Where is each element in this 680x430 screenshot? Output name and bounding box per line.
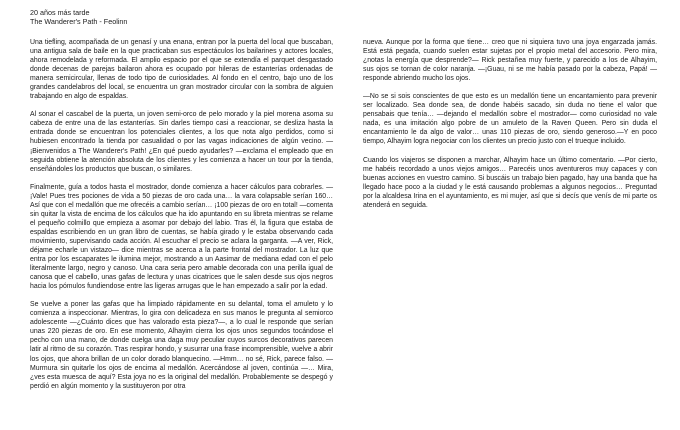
paragraph: Se vuelve a poner las gafas que ha limpiado rápidamente en su delantal, toma el amuleto y lo comienza a inspeccionar. Mientras, lo gira con delicadeza en sus manos le pregunta al semiorco adolescente —¿Cuánto dices que has valorado esta pieza?—, a lo cual le responde que serían unas 220 piezas de oro. En ese momento, Alhayim cierra los ojos unos segundos tocándose el pecho con una mano, de donde cuelga una daga muy peculiar cuyos surcos decorativos parecen latir al ritmo de su corazón. Tras respirar hondo, y susurrar una frase incomprensible, vuelve a abrir los ojos, que ahora brillan de un color dorado blanquecino. —Hmm… no sé, Rick, parece falso. —Murmura sin quitarle los ojos de encima al medallón. Acercándose al joven, continúa —… Mira, ¿ves esta muesca de aquí? Esta joya no es la original del medallón. Probablemente se despegó y perdió en algún momento y la sustituyeron por otra — [30, 301, 333, 390]
paragraph: Al sonar el cascabel de la puerta, un joven semi-orco de pelo morado y la piel morena asoma su cabeza de entre una de las estanterías. Sin darles tiempo casi a reaccionar, se desliza hasta la entrada donde se encuentran los potenciales clientes, a los que nota algo perdidos, como si hubiesen encontrado la tienda por casualidad o por las vagas indicaciones de algún vecino. —¡Bienvenidos a The Wanderer's Path! ¿En qué puedo ayudarles? —exclama el empleado que en seguida obtiene la atención absoluta de los clientes y les comienza a hacer un tour por la tienda, enseñándoles los productos que buscan, o similares. — [30, 111, 333, 173]
paragraph: nueva. Aunque por la forma que tiene… creo que ni siquiera tuvo una joya engarzada jamás. Está está pegada, cuando suelen estar sujetas por el propio metal del accesorio. Pero mira, ¿notas la energía que desprende?— Rick pestañea muy fuerte, y parecido a los de Alhayim, sus ojos se tornan de color naranja. —¡Guau, ni se me había pasado por la cabeza, Papá! —responde abriendo mucho los ojos. — [363, 39, 657, 83]
header-timeline: 20 años más tarde — [30, 8, 90, 17]
paragraph: Cuando los viajeros se disponen a marchar, Alhayim hace un último comentario. —Por cierto, me habéis recordado a unos viejos amigos… Parecéis unos aventureros muy capaces y con buenas acciones en vuestro camino. Si buscáis un trabajo bien pagado, hay una banda que ha llegado hace poco a la ciudad y le está causando problemas a algunos negocios… Preguntad por la alcaldesa Irina en el ayuntamiento, es mi mujer, así que si decís que venís de mi parte os atenderá en seguida. — [363, 156, 657, 209]
paragraph: —No se si sois conscientes de que esto es un medallón tiene un encantamiento para prevenir ser localizado. Sea donde sea, de donde habéis sacado, sin duda no tiene el valor que pensabais que tenía… —dejando el medallón sobre el mostrador— como curiosidad no vale nada, es una imitación algo pobre de un amuleto de la Raven Queen. Pero sin duda el encantamiento le da algo de valor… unas 110 piezas de oro, siendo generoso.—Y en poco tiempo, Alhayim logra negociar con los clientes un precio justo con el trueque incluido. — [363, 93, 657, 146]
left-column — [30, 38, 333, 391]
document-header — [30, 8, 127, 26]
paragraph: Finalmente, guía a todos hasta el mostrador, donde comienza a hacer cálculos para cobrarles. —¡Vale! Pues tres pociones de vida a 50 piezas de oro cada una… la vara colapsable serían 160… Así que con el medallón que me ofrecéis a cambio serían… ¡100 piezas de oro en total! —comenta sin quitar la vista de encima de los cálculos que ha ido apuntando en su libreta mientras se relame el pequeño colmillo que empieza a asomar por debajo del labio. Tras él, la figura que estaba de espaldas escribiendo en un gran libro de cuentas, se había girado y le estaba observando cada movimiento, supervisando cada acción. Al escuchar el precio se aclara la garganta. —A ver, Rick, déjame echarle un vistazo— dice mientras se acerca a la parte frontal del mostrador. La luz que entra por los escaparates le ilumina mejor, mostrando a un Aasimar de mediana edad con el pelo literalmente largo, negro y canoso. Una cara seria pero amable decorada con una perilla igual de canosa que el cabello, unas gafas de lectura y unas cicatrices que le salen desde sus ojos negros hacia los pómulos fundiendose entre las ligeras arrugas que le han empezado a salir por la edad. — [30, 183, 333, 291]
paragraph: Una tiefling, acompañada de un genasí y una enana, entran por la puerta del local que buscaban, una antigua sala de baile en la que practicaban sus espectáculos los bailarines y actores locales, ahora remodelada y reformada. El amplio espacio por el que se extendía el parquet desgastado donde decenas de parejas bailaron ahora es ocupado por hileras de estanterías ordenadas de manera semicircular, llenas de todo tipo de curiosidades. Al fondo en el centro, bajo uno de los grandes candelabros del local, se encuentra un gran mostrador circular con la sombra de alguien trabajando en algo de espaldas. — [30, 39, 333, 101]
right-column — [363, 38, 657, 219]
header-title: The Wanderer's Path - Feolinn — [30, 17, 128, 26]
